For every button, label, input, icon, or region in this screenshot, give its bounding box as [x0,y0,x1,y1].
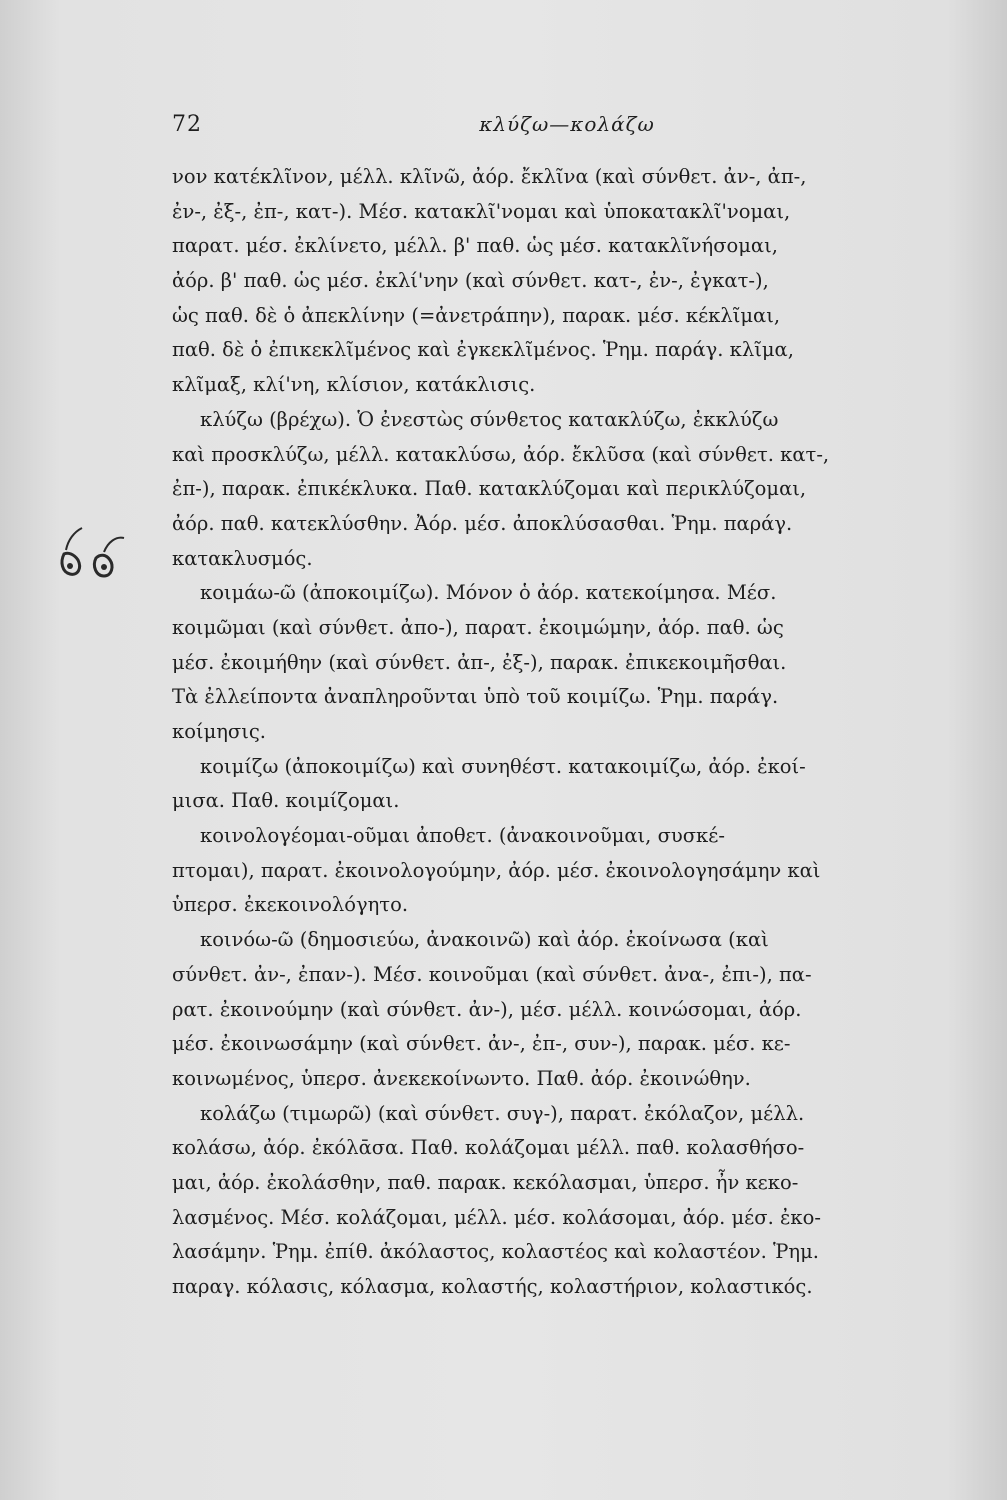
text-line: ἀόρ. παθ. κατεκλύσθην. Ἀόρ. μέσ. ἀποκλύσασθαι. Ῥημ. παράγ. [172,511,793,535]
text-line: κλῖμαξ, κλί'νη, κλίσιον, κατάκλισις. [172,373,536,397]
page-number: 72 [172,112,202,137]
text-line: κλύζω (βρέχω). Ὁ ἐνεστὼς σύνθετος κατακλύζω, ἐκκλύζω [200,407,779,431]
text-line: ἐπ-), παρακ. ἐπικέκλυκα. Παθ. κατακλύζομαι καὶ περικλύζομαι, [172,477,807,501]
text-line: παραγ. κόλασις, κόλασμα, κολαστής, κολαστήριον, κολαστικός. [172,1275,813,1298]
running-head: κλύζω—κολάζω [479,112,655,136]
text-line: κοιμάω-ῶ (ἀποκοιμίζω). Μόνον ὁ ἀόρ. κατεκοίμησα. Μέσ. [200,581,777,605]
text-line: κοινολογέομαι-οῦμαι ἀποθετ. (ἀνακοινοῦμαι, συσκέ- [200,824,725,848]
text-line: καὶ προσκλύζω, μέλλ. κατακλύσω, ἀόρ. ἔκλῦσα (καὶ σύνθετ. κατ-, [172,442,830,466]
text-line: μισα. Παθ. κοιμίζομαι. [172,789,400,813]
text-line: ὡς παθ. δὲ ὁ ἀπεκλίνην (=ἀνετράπην), παρακ. μέσ. κέκλῖμαι, [172,303,781,327]
margin-hand-mark-icon [52,520,132,590]
text-line: σύνθετ. ἀν-, ἐπαν-). Μέσ. κοινοῦμαι (καὶ σύνθετ. ἀνα-, ἐπι-), πα- [172,962,812,986]
text-line: Τὰ ἐλλείποντα ἀναπληροῦνται ὑπὸ τοῦ κοιμίζω. Ῥημ. παράγ. [172,685,779,709]
text-line: μέσ. ἐκοιμήθην (καὶ σύνθετ. ἀπ-, ἐξ-), παρακ. ἐπικεκοιμῆσθαι. [172,650,787,674]
text-line: ἐν-, ἐξ-, ἐπ-, κατ-). Μέσ. κατακλῖ'νομαι καὶ ὑποκατακλῖ'νομαι, [172,199,791,223]
text-line: κοιμίζω (ἀποκοιμίζω) καὶ συνηθέστ. κατακοιμίζω, ἀόρ. ἐκοί- [200,754,806,778]
text-line: κολάζω (τιμωρῶ) (καὶ σύνθετ. συγ-), παρατ. ἐκόλαζον, μέλλ. [200,1101,805,1125]
text-line: μέσ. ἐκοινωσάμην (καὶ σύνθετ. ἀν-, ἐπ-, συν-), παρακ. μέσ. κε- [172,1032,791,1056]
text-line: ὑπερσ. ἐκεκοινολόγητο. [172,893,409,917]
text-line: κοινωμένος, ὑπερσ. ἀνεκεκοίνωντο. Παθ. ἀόρ. ἐκοινώθην. [172,1066,751,1090]
text-line: παθ. δὲ ὁ ἐπικεκλῖμένος καὶ ἐγκεκλῖμένος. Ῥημ. παράγ. κλῖμα, [172,338,794,362]
text-line: παρατ. μέσ. ἐκλίνετο, μέλλ. β' παθ. ὡς μέσ. κατακλῖνήσομαι, [172,234,778,258]
page-header [172,112,962,142]
text-line: πτομαι), παρατ. ἐκοινολογούμην, ἀόρ. μέσ. ἐκοινολογησάμην καὶ [172,858,821,882]
text-line: λασμένος. Μέσ. κολάζομαι, μέλλ. μέσ. κολάσομαι, ἀόρ. μέσ. ἐκο- [172,1205,821,1229]
text-line: λασάμην. Ῥημ. ἐπίθ. ἀκόλαστος, κολαστέος καὶ κολαστέον. Ῥημ. [172,1240,819,1264]
dictionary-text [172,160,957,1305]
text-line: ἀόρ. β' παθ. ὡς μέσ. ἐκλί'νην (καὶ σύνθετ. κατ-, ἐν-, ἐγκατ-), [172,269,769,293]
text-line: κοινόω-ῶ (δημοσιεύω, ἀνακοινῶ) καὶ ἀόρ. ἐκοίνωσα (καὶ [200,928,769,952]
text-line: κοίμησις. [172,720,267,743]
text-line: νον κατέκλῖνον, μέλλ. κλῖνῶ, ἀόρ. ἔκλῖνα (καὶ σύνθετ. ἀν-, ἀπ-, [172,165,807,188]
text-line: κατακλυσμός. [172,546,313,570]
text-line: κοιμῶμαι (καὶ σύνθετ. ἀπο-), παρατ. ἐκοιμώμην, ἀόρ. παθ. ὡς [172,615,784,639]
text-line: ρατ. ἐκοινούμην (καὶ σύνθετ. ἀν-), μέσ. μέλλ. κοινώσομαι, ἀόρ. [172,997,802,1021]
text-line: μαι, ἀόρ. ἐκολάσθην, παθ. παρακ. κεκόλασμαι, ὑπερσ. ἦν κεκο- [172,1170,799,1194]
text-line: κολάσω, ἀόρ. ἐκόλᾱσα. Παθ. κολάζομαι μέλλ. παθ. κολασθήσο- [172,1136,805,1160]
